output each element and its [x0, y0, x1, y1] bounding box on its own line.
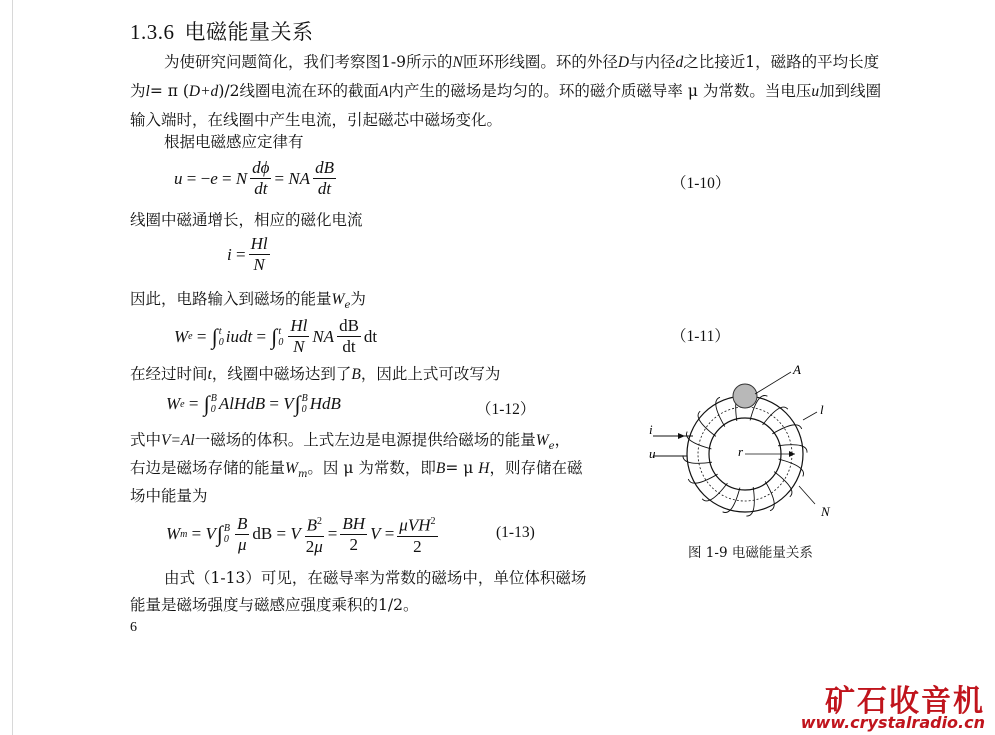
label-u: u: [649, 446, 656, 461]
section-number: 1.3.6: [130, 20, 175, 44]
label-r: r: [738, 444, 744, 459]
text-line-field: 场中能量为: [130, 487, 208, 505]
figure-caption: 图 1-9 电磁能量关系: [688, 545, 813, 561]
text-line-time: 在经过时间t，线圈中磁场达到了B，因此上式可改写为: [130, 365, 501, 383]
equation-1-11: W e = ∫ t 0 iudt = ∫ t 0 $\frac{Hl}{N}$ NA $\frac{dB}{dt}$ dt: [174, 316, 378, 356]
equation-number-1-11: （1-11）: [671, 328, 730, 345]
section-title: 电磁能量关系: [184, 20, 314, 44]
equation-number-1-10: （1-10）: [671, 175, 731, 192]
current-arrow: [678, 433, 685, 439]
watermark-logo: 矿石收音机: [825, 684, 985, 719]
text-line-current: 线圈中磁通增长，相应的磁化电流: [130, 211, 363, 229]
coil-turn: [774, 472, 792, 497]
coil-turn: [702, 483, 727, 501]
page-number: 6: [130, 620, 137, 635]
leader-l: [803, 412, 817, 420]
label-l: l: [820, 402, 824, 417]
equation-number-1-12: （1-12）: [476, 401, 536, 418]
coil-turn: [698, 411, 716, 436]
text-line-faraday: 根据电磁感应定律有: [164, 133, 304, 151]
cross-section-A: [733, 384, 757, 408]
label-N: N: [821, 504, 830, 519]
equation-current: i = $\frac{Hl}{N}$: [227, 234, 268, 274]
toroid-figure: [645, 358, 845, 530]
watermark-url: www.crystalradio.cn: [800, 713, 985, 732]
text-line-volume: 式中V=Al一磁场的体积。上式左边是电源提供给磁场的能量$W_e$，: [130, 431, 571, 453]
text-line-conclusion-2: 能量是磁场强度与磁感应强度乘积的1/2。: [130, 596, 419, 614]
equation-1-12: W e = ∫ B 0 AlHdB = V ∫ B 0 HdB: [166, 391, 341, 416]
section-heading: [130, 16, 314, 46]
coil-turn: [763, 407, 788, 425]
page-edge: [12, 0, 13, 735]
equation-1-10: u = − e = N $\frac{d\phi}{dt}$ = NA $\frac{dB}{dt}$: [174, 158, 334, 198]
equation-number-1-13: (1-13): [496, 524, 535, 541]
label-i: i: [649, 422, 653, 437]
label-A: A: [793, 362, 801, 377]
text-line-stored: 右边是磁场存储的能量$W_m$。因 μ 为常数，即B= μ H，则存储在磁: [130, 459, 583, 481]
leader-N: [799, 486, 815, 504]
equation-1-13: W m = V ∫ B 0 $\frac{B}{\mu}$ dB = V $\frac{B^2}{2\mu}$ = $\frac{BH}{2}$ V = $\frac{\mu VH^2}{2}$: [166, 513, 436, 556]
intro-paragraph: 为使研究问题简化，我们考察图1-9所示的N匝环形线圈。环的外径D与内径d之比接近1，磁路的平均长度为l= π (D+d)/2线圈电流在环的截面A内产生的磁场是均匀的。环的磁介质磁导率 μ 为常数。当电压u加到线圈输入端时，在线圈中产生电流，引起磁芯中磁场变化。: [130, 53, 882, 129]
text-line-conclusion-1: 由式（1-13）可见，在磁导率为常数的磁场中，单位体积磁场: [164, 569, 587, 587]
leader-A: [755, 372, 791, 394]
text-line-energy: 因此，电路输入到磁场的能量$W_e$为: [130, 290, 366, 312]
